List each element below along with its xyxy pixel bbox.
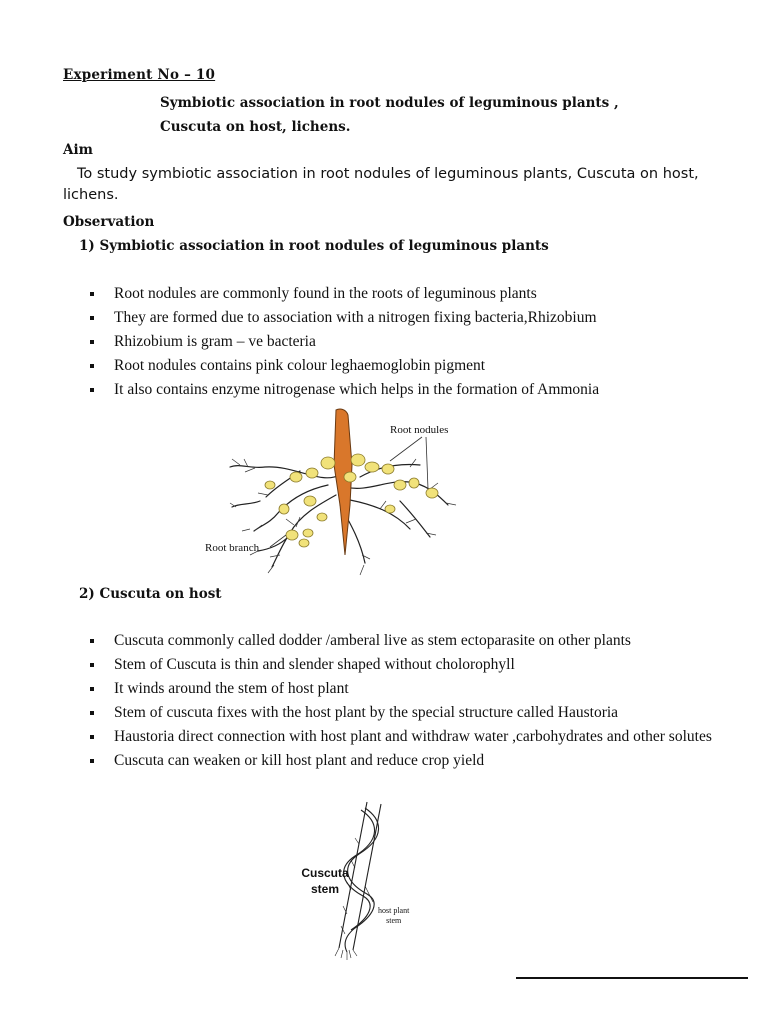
bullet-icon bbox=[90, 364, 94, 368]
cuscuta-stem-label: Cuscuta stem bbox=[301, 866, 349, 896]
list-item: They are formed due to association with a nitrogen fixing bacteria,Rhizobium bbox=[88, 306, 728, 330]
section1-title: 1) Symbiotic association in root nodules of leguminous plants bbox=[79, 238, 549, 254]
aim-label: Aim bbox=[63, 142, 93, 158]
bullet-icon bbox=[90, 759, 94, 763]
aim-text: To study symbiotic association in root nodules of leguminous plants, Cuscuta on host, lichens. bbox=[63, 166, 699, 203]
bullet-icon bbox=[90, 735, 94, 739]
bullet-icon bbox=[90, 639, 94, 643]
list-item: It also contains enzyme nitrogenase which helps in the formation of Ammonia bbox=[88, 378, 728, 402]
list-item: Root nodules contains pink colour leghaemoglobin pigment bbox=[88, 354, 728, 378]
observation-label: Observation bbox=[63, 214, 155, 230]
bullet-icon bbox=[90, 711, 94, 715]
list-item: Stem of cuscuta fixes with the host plant by the special structure called Haustoria bbox=[88, 701, 728, 725]
list-item: Stem of Cuscuta is thin and slender shaped without cholorophyll bbox=[88, 653, 728, 677]
list-item: It winds around the stem of host plant bbox=[88, 677, 728, 701]
heading-line-1: Symbiotic association in root nodules of leguminous plants , bbox=[160, 95, 619, 111]
bullet-icon bbox=[90, 340, 94, 344]
list-item: Root nodules are commonly found in the roots of leguminous plants bbox=[88, 282, 728, 306]
bullet-icon bbox=[90, 687, 94, 691]
bullet-icon bbox=[90, 663, 94, 667]
section2-bullet-list bbox=[88, 629, 728, 773]
list-item: Rhizobium is gram – ve bacteria bbox=[88, 330, 728, 354]
root-nodules-label: Root nodules bbox=[390, 424, 449, 436]
list-item: Cuscuta can weaken or kill host plant and reduce crop yield bbox=[88, 749, 728, 773]
list-item: Cuscuta commonly called dodder /amberal live as stem ectoparasite on other plants bbox=[88, 629, 728, 653]
root-branch-label: Root branch bbox=[205, 542, 260, 554]
bullet-icon bbox=[90, 292, 94, 296]
heading-line-2: Cuscuta on host, lichens. bbox=[160, 119, 351, 135]
footer-divider bbox=[516, 977, 748, 979]
bullet-icon bbox=[90, 388, 94, 392]
section1-bullet-list bbox=[88, 282, 728, 402]
section2-title: 2) Cuscuta on host bbox=[79, 586, 222, 602]
experiment-title: Experiment No – 10 bbox=[63, 67, 216, 83]
list-item: Haustoria direct connection with host plant and withdraw water ,carbohydrates and other solutes bbox=[88, 725, 724, 749]
host-plant-stem-label: host plant stem bbox=[378, 906, 410, 925]
bullet-icon bbox=[90, 316, 94, 320]
